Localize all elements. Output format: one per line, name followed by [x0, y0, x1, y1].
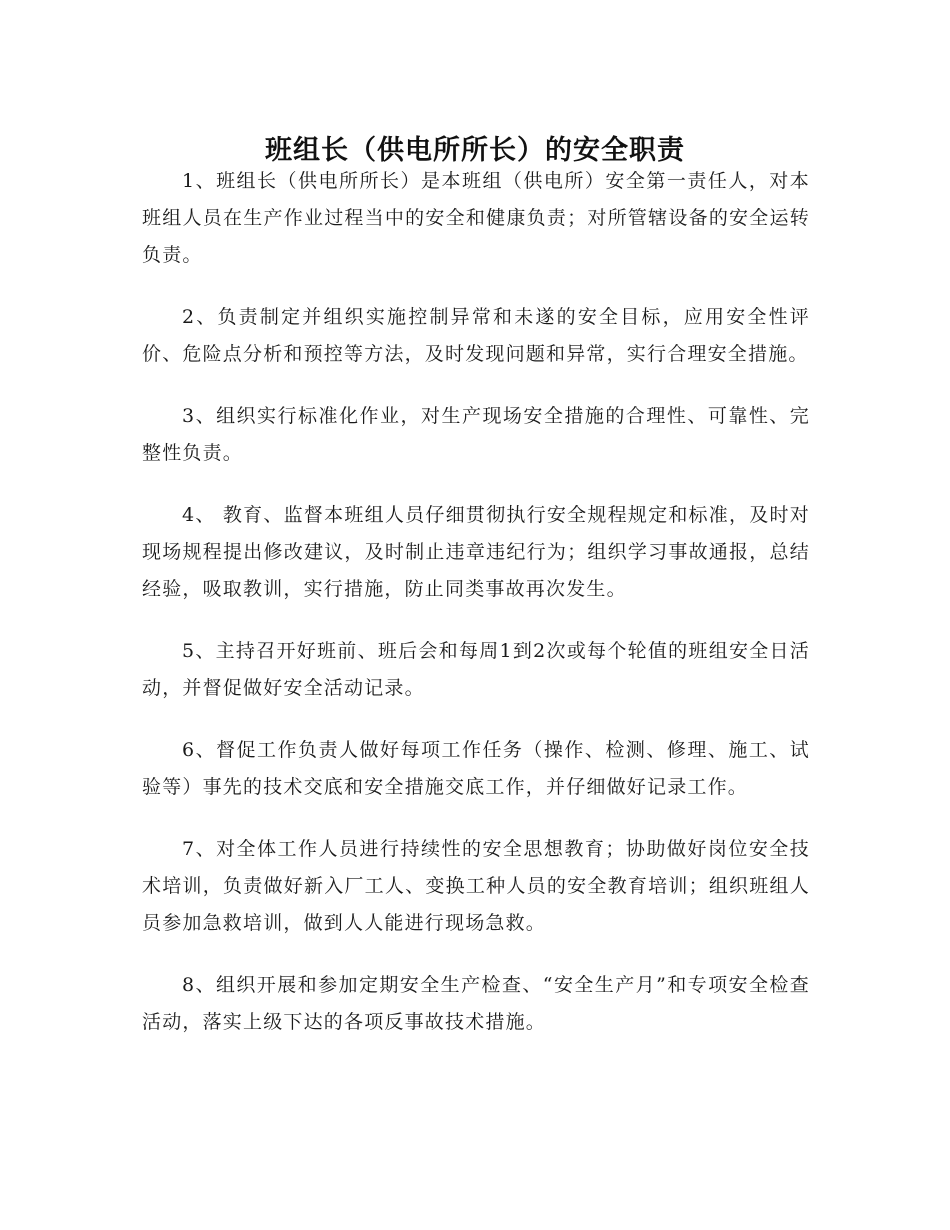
paragraph-2: 2、负责制定并组织实施控制异常和未遂的安全目标，应用安全性评价、危险点分析和预控等方法，及时发现问题和异常，实行合理安全措施。: [142, 306, 810, 365]
paragraph-5: 5、主持召开好班前、班后会和每周1到2次或每个轮值的班组安全日活动，并督促做好安全活动记录。: [142, 640, 810, 699]
paragraph-4: 4、 教育、监督本班组人员仔细贯彻执行安全规程规定和标准，及时对现场规程提出修改建议，及时制止违章违纪行为；组织学习事故通报，总结经验，吸取教训，实行措施，防止同类事故再次发生。: [142, 504, 810, 600]
paragraph-1: 1、班组长（供电所所长）是本班组（供电所）安全第一责任人，对本班组人员在生产作业过程当中的安全和健康负责；对所管辖设备的安全运转负责。: [142, 170, 810, 266]
paragraph-7: 7、对全体工作人员进行持续性的安全思想教育；协助做好岗位安全技术培训，负责做好新入厂工人、变换工种人员的安全教育培训；组织班组人员参加急救培训，做到人人能进行现场急救。: [142, 838, 810, 934]
paragraph-8: 8、组织开展和参加定期安全生产检查、“安全生产月”和专项安全检查活动，落实上级下达的各项反事故技术措施。: [142, 974, 810, 1033]
document-body: [142, 163, 810, 1066]
document-title: 班组长（供电所所长）的安全职责: [265, 135, 685, 167]
paragraph-6: 6、督促工作负责人做好每项工作任务（操作、检测、修理、施工、试验等）事先的技术交底和安全措施交底工作，并仔细做好记录工作。: [142, 739, 810, 798]
paragraph-3: 3、组织实行标准化作业，对生产现场安全措施的合理性、可靠性、完整性负责。: [142, 405, 810, 464]
